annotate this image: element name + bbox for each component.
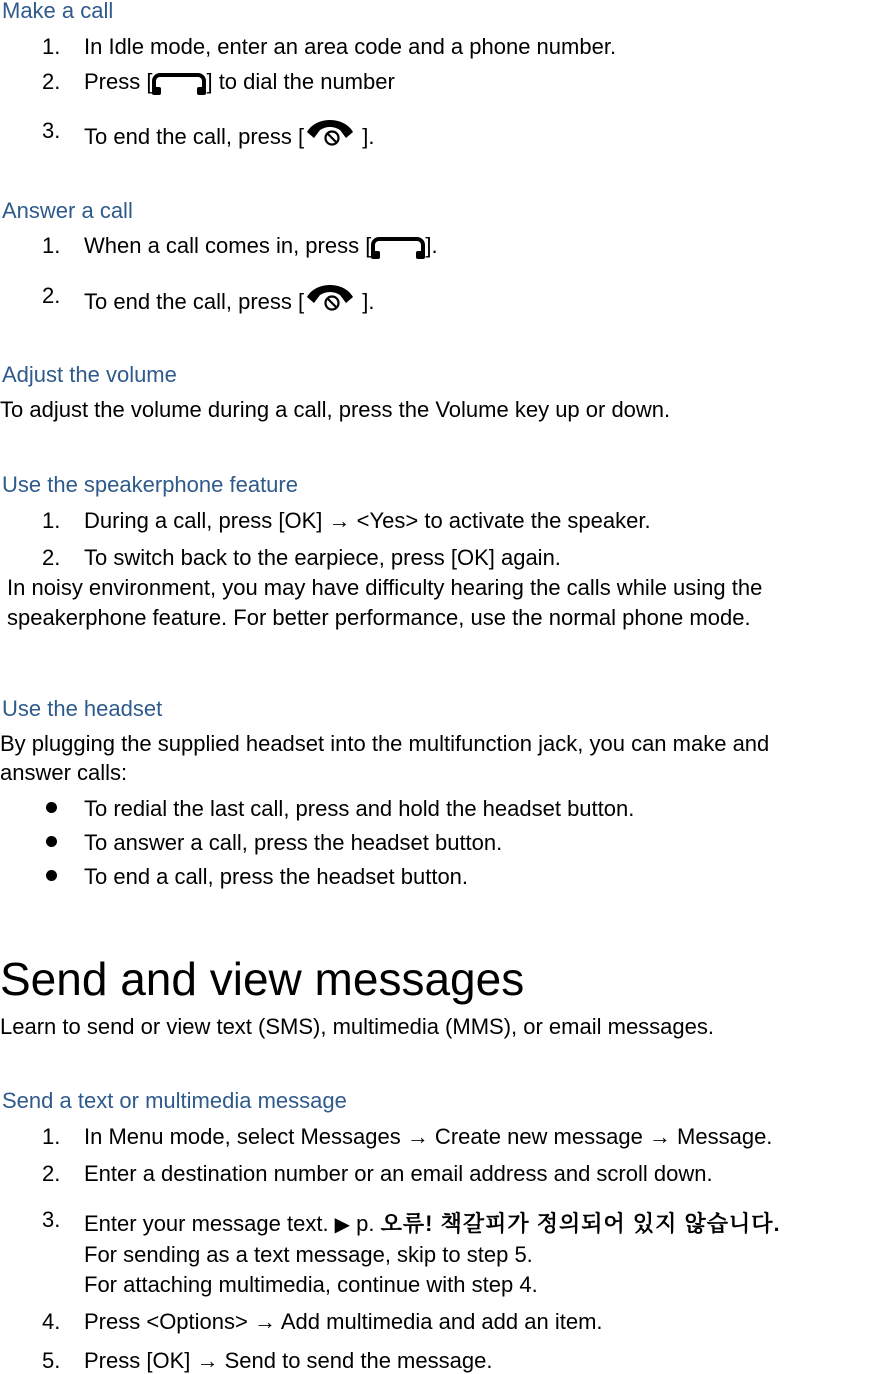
make-call-step-2 [84, 69, 395, 95]
make-call-step-3 [84, 118, 374, 156]
bullet-icon [46, 802, 57, 813]
section-heading-headset: Use the headset [2, 696, 163, 721]
message-step-1: In Menu mode, select Messages → Create new message → Message. [84, 1124, 773, 1149]
message-step-3 [84, 1207, 781, 1238]
step-number: 3. [42, 118, 61, 143]
volume-body: To adjust the volume during a call, press the Volume key up or down. [0, 397, 671, 422]
answer-call-step-2-suffix: ]. [356, 289, 375, 314]
broken-reference-text: 오류! 책갈피가 정의되어 있지 않습니다. [380, 1211, 781, 1236]
end-key-icon [304, 118, 356, 156]
step-number: 2. [42, 69, 61, 94]
headset-bullet: To redial the last call, press and hold the headset button. [84, 796, 635, 821]
answer-call-step-2-prefix: To end the call, press [ [84, 289, 305, 314]
step-number: 4. [42, 1309, 61, 1334]
step-number: 2. [42, 545, 61, 570]
make-call-step-2-suffix: ] to dial the number [206, 69, 395, 94]
send-key-icon [152, 73, 206, 91]
message-step-4: Press <Options> → Add multimedia and add an item. [84, 1309, 603, 1334]
message-step-3-page: p. [350, 1211, 381, 1236]
answer-call-step-2 [84, 283, 374, 321]
step-number: 2. [42, 283, 61, 308]
section-heading-make-call: Make a call [2, 0, 114, 23]
page-title: Send and view messages [0, 953, 525, 1005]
message-step-2: Enter a destination number or an email address and scroll down. [84, 1161, 713, 1186]
speaker-note-line-2: speakerphone feature. For better performance, use the normal phone mode. [7, 605, 751, 630]
step-number: 3. [42, 1207, 61, 1232]
headset-body-line-2: answer calls: [0, 760, 128, 785]
make-call-step-2-prefix: Press [ [84, 69, 153, 94]
headset-bullet: To answer a call, press the headset button. [84, 830, 503, 855]
step-number: 1. [42, 508, 61, 533]
step-number: 2. [42, 1161, 61, 1186]
make-call-step-3-prefix: To end the call, press [ [84, 124, 305, 149]
step-number: 1. [42, 1124, 61, 1149]
make-call-step-3-suffix: ]. [356, 124, 375, 149]
message-step-3-sub-2: For attaching multimedia, continue with step 4. [84, 1272, 538, 1297]
message-step-3-sub-1: For sending as a text message, skip to step 5. [84, 1242, 533, 1267]
bullet-icon [46, 836, 57, 847]
bullet-icon [46, 870, 57, 881]
make-call-step-1: In Idle mode, enter an area code and a phone number. [84, 34, 617, 59]
section-heading-volume: Adjust the volume [2, 362, 177, 387]
answer-call-step-1-suffix: ]. [425, 233, 438, 258]
messages-intro: Learn to send or view text (SMS), multimedia (MMS), or email messages. [0, 1014, 715, 1039]
step-number: 1. [42, 34, 61, 59]
speaker-note-line-1: In noisy environment, you may have difficulty hearing the calls while using the [7, 575, 763, 600]
play-arrow-icon: ▶ [334, 1214, 351, 1236]
send-key-icon [371, 237, 425, 255]
message-step-5: Press [OK] → Send to send the message. [84, 1348, 493, 1373]
headset-body-line-1: By plugging the supplied headset into the multifunction jack, you can make and [0, 731, 770, 756]
answer-call-step-1 [84, 233, 438, 259]
step-number: 5. [42, 1348, 61, 1373]
speaker-step-2: To switch back to the earpiece, press [OK] again. [84, 545, 561, 570]
section-heading-send-message: Send a text or multimedia message [2, 1088, 347, 1113]
headset-bullet: To end a call, press the headset button. [84, 864, 469, 889]
message-step-3-prefix: Enter your message text. [84, 1211, 335, 1236]
speaker-step-1: During a call, press [OK] → <Yes> to activate the speaker. [84, 508, 651, 533]
answer-call-step-1-prefix: When a call comes in, press [ [84, 233, 372, 258]
section-heading-speaker: Use the speakerphone feature [2, 472, 298, 497]
section-heading-answer-call: Answer a call [2, 198, 133, 223]
end-key-icon [304, 283, 356, 321]
step-number: 1. [42, 233, 61, 258]
